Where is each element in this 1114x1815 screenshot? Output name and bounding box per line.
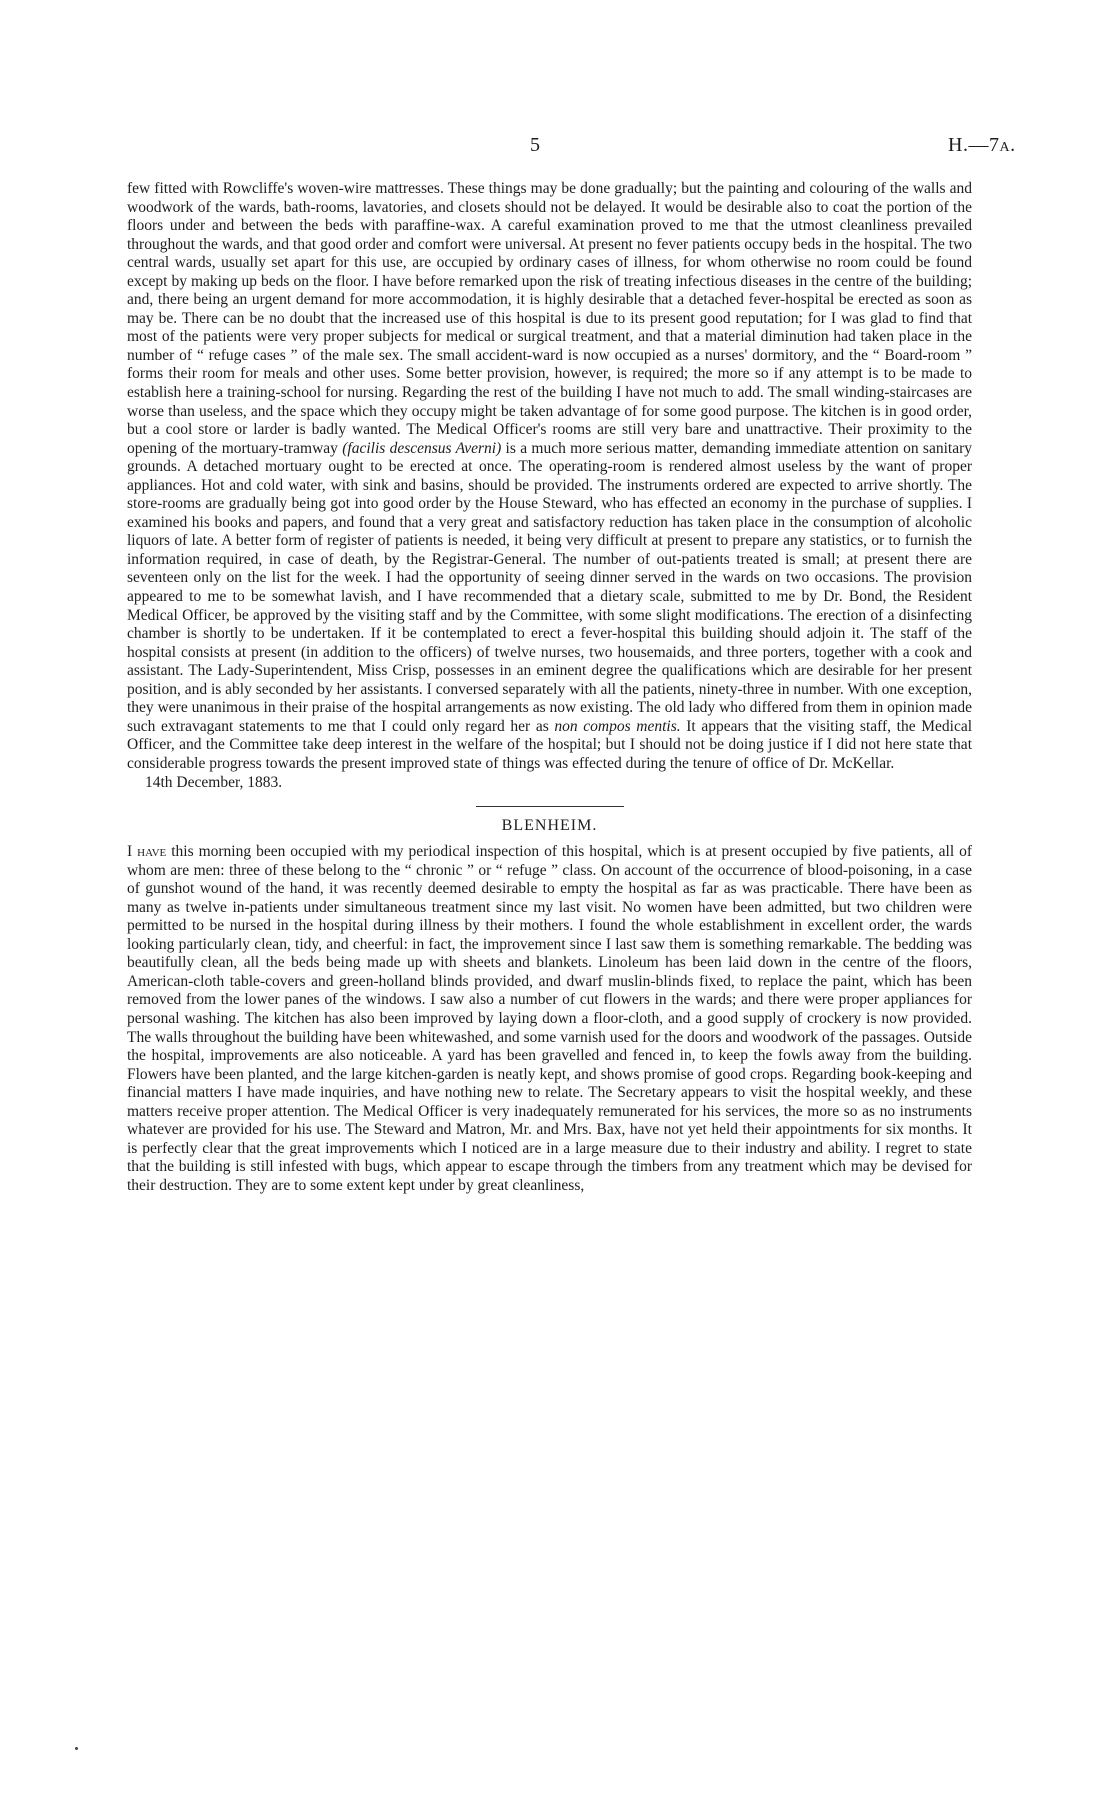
continuation-text-2: is a much more serious matter, demanding immediate attention on sanitary grounds. A detached mortuary ought to be erected at once. The operating-room is rendered almost useless by the want of proper appliances. Hot and cold water, with sink and basins, should be provided. The instruments ordered are expected to arrive shortly. The store-rooms are gradually being got into good order by the House Steward, who has effected an economy in the purchase of supplies. I examined his books and papers, and found that a very great and satisfactory reduction has taken place in the consumption of alcoholic liquors of late. A better form of register of patients is needed, it being very difficult at present to prepare any statistics, or to furnish the information required, in case of death, by the Registrar-General. The number of out-patients treated is small; at present there are seventeen only on the list for the week. I had the opportunity of seeing dinner served in the wards on two occasions. The provision appeared to me to be somewhat lavish, and I have recommended that a dietary scale, submitted to me by Dr. Bond, the Resident Medical Officer, be approved by the visiting staff and by the Committee, with some slight modifications. The erection of a disinfecting chamber is shortly to be undertaken. If it be contemplated to erect a fever-hospital this building should adjoin it. The staff of the hospital consists at present (in addition to the officers) of twelve nurses, two housemaids, and three porters, together with a cook and assistant. The Lady-Superintendent, Miss Crisp, possesses in an eminent degree the qualifications which are desirable for her present position, and is ably seconded by her assistants. I conversed separately with all the patients, ninety-three in number. With one exception, they were unanimous in their praise of the hospital arrangements as now existing. The old lady who differed from them in opinion made such extravagant statements to me that I could only regard her as [127,439,972,735]
continuation-paragraph [127,180,972,774]
blenheim-paragraph [127,843,972,1195]
scan-speck [75,1747,78,1750]
latin-phrase-averni: (facilis descensus Averni) [342,439,502,457]
blenheim-text: this morning been occupied with my periodical inspection of this hospital, which is at present occupied by five patients, all of whom are men: three of these belong to the “ chronic ” or “ refuge ” class. On account of the occurrence of blood-poisoning, in a case of gunshot wound of the hand, it was recently deemed desirable to empty the hospital as far as was practicable. There have been as many as twelve in-patients under simultaneous treatment since my last visit. No women have been admitted, but two children were permitted to be nursed in the hospital during illness by their mothers. I found the whole establishment in excellent order, the wards looking particularly clean, tidy, and cheerful: in fact, the improvement since I last saw them is something remarkable. The bedding was beautifully clean, all the beds being made up with sheets and blankets. Linoleum has been laid down in the centre of the floors, American-cloth table-covers and green-holland blinds provided, and dwarf muslin-blinds fixed, to replace the paint, which has been removed from the lower panes of the windows. I saw also a number of cut flowers in the wards; and there were proper appliances for personal washing. The kitchen has also been improved by laying down a floor-cloth, and a good supply of crockery is now provided. The walls throughout the building have been whitewashed, and some varnish used for the doors and woodwork of the passages. Outside the hospital, improvements are also noticeable. A yard has been gravelled and fenced in, to keep the fowls away from the building. Flowers have been planted, and the large kitchen-garden is neatly kept, and shows promise of good crops. Regarding book-keeping and financial matters I have made inquiries, and have nothing new to relate. The Secretary appears to visit the hospital weekly, and these matters receive proper attention. The Medical Officer is very inadequately remunerated for his services, the more so as no instruments whatever are provided for his use. The Steward and Matron, Mr. and Mrs. Bax, have not yet held their appointments for six months. It is perfectly clear that the great improvements which I noticed are in a large measure due to their industry and ability. I regret to state that the building is still infested with bugs, which appear to escape through the timbers from any treatment which may be devised for their destruction. They are to some extent kept under by great cleanliness, [127,843,973,1194]
document-reference [948,134,1016,157]
page-number: 5 [530,134,540,156]
report-date: 14th December, 1883. [145,773,283,791]
page-body [127,180,972,1195]
page-header [0,134,1114,158]
section-title-blenheim: BLENHEIM. [501,817,598,835]
continuation-text-1: few fitted with Rowcliffe's woven-wire mattresses. These things may be done gradually; but the painting and colouring of the walls and woodwork of the wards, bath-rooms, lavatories, and closets should not be delayed. It would be desirable also to coat the portion of the floors under and between the beds with paraffine-wax. A careful examination proved to me that the utmost cleanliness prevailed throughout the wards, and that good order and comfort were universal. At present no fever patients occupy beds in the hospital. The two central wards, usually set apart for this use, are occupied by ordinary cases of illness, for whom otherwise no room could be found except by making up beds on the floor. I have before remarked upon the risk of treating infectious diseases in the centre of the building; and, there being an urgent demand for more accommodation, it is highly desirable that a detached fever-hospital be erected as soon as may be. There can be no doubt that the increased use of this hospital is due to its present good reputation; for I was glad to find that most of the patients were very proper subjects for medical or surgical treatment, and that a material diminution had taken place in the number of “ refuge cases ” of the male sex. The small accident-ward is now occupied as a nurses' dormitory, and the “ Board-room ” forms their room for meals and other uses. Some better provision, however, is required; the more so if any attempt is to be made to establish here a training-school for nursing. Regarding the rest of the building I have not much to add. The small winding-staircases are worse than useless, and the space which they occupy might be taken advantage of for some good purpose. The kitchen is in good order, but a cool store or larder is badly wanted. The Medical Officer's rooms are still very bare and unattractive. Their proximity to the opening of the mortuary-tramway [127,180,972,457]
latin-phrase-compos: non compos mentis. [554,717,681,735]
document-reference-main: H.—7 [948,134,1000,156]
blenheim-opening: I have [127,843,167,861]
document-reference-end: . [1010,134,1016,156]
section-divider [476,806,624,807]
document-reference-suffix: A [999,140,1011,155]
continuation-text-3: It appears that the visiting staff, the Medical Officer, and the Committee take deep interest in the welfare of the hospital; but I should not be doing justice if I did not here state that considerable progress towards the present improved state of things was effected during the tenure of office of Dr. McKellar. [127,717,973,772]
